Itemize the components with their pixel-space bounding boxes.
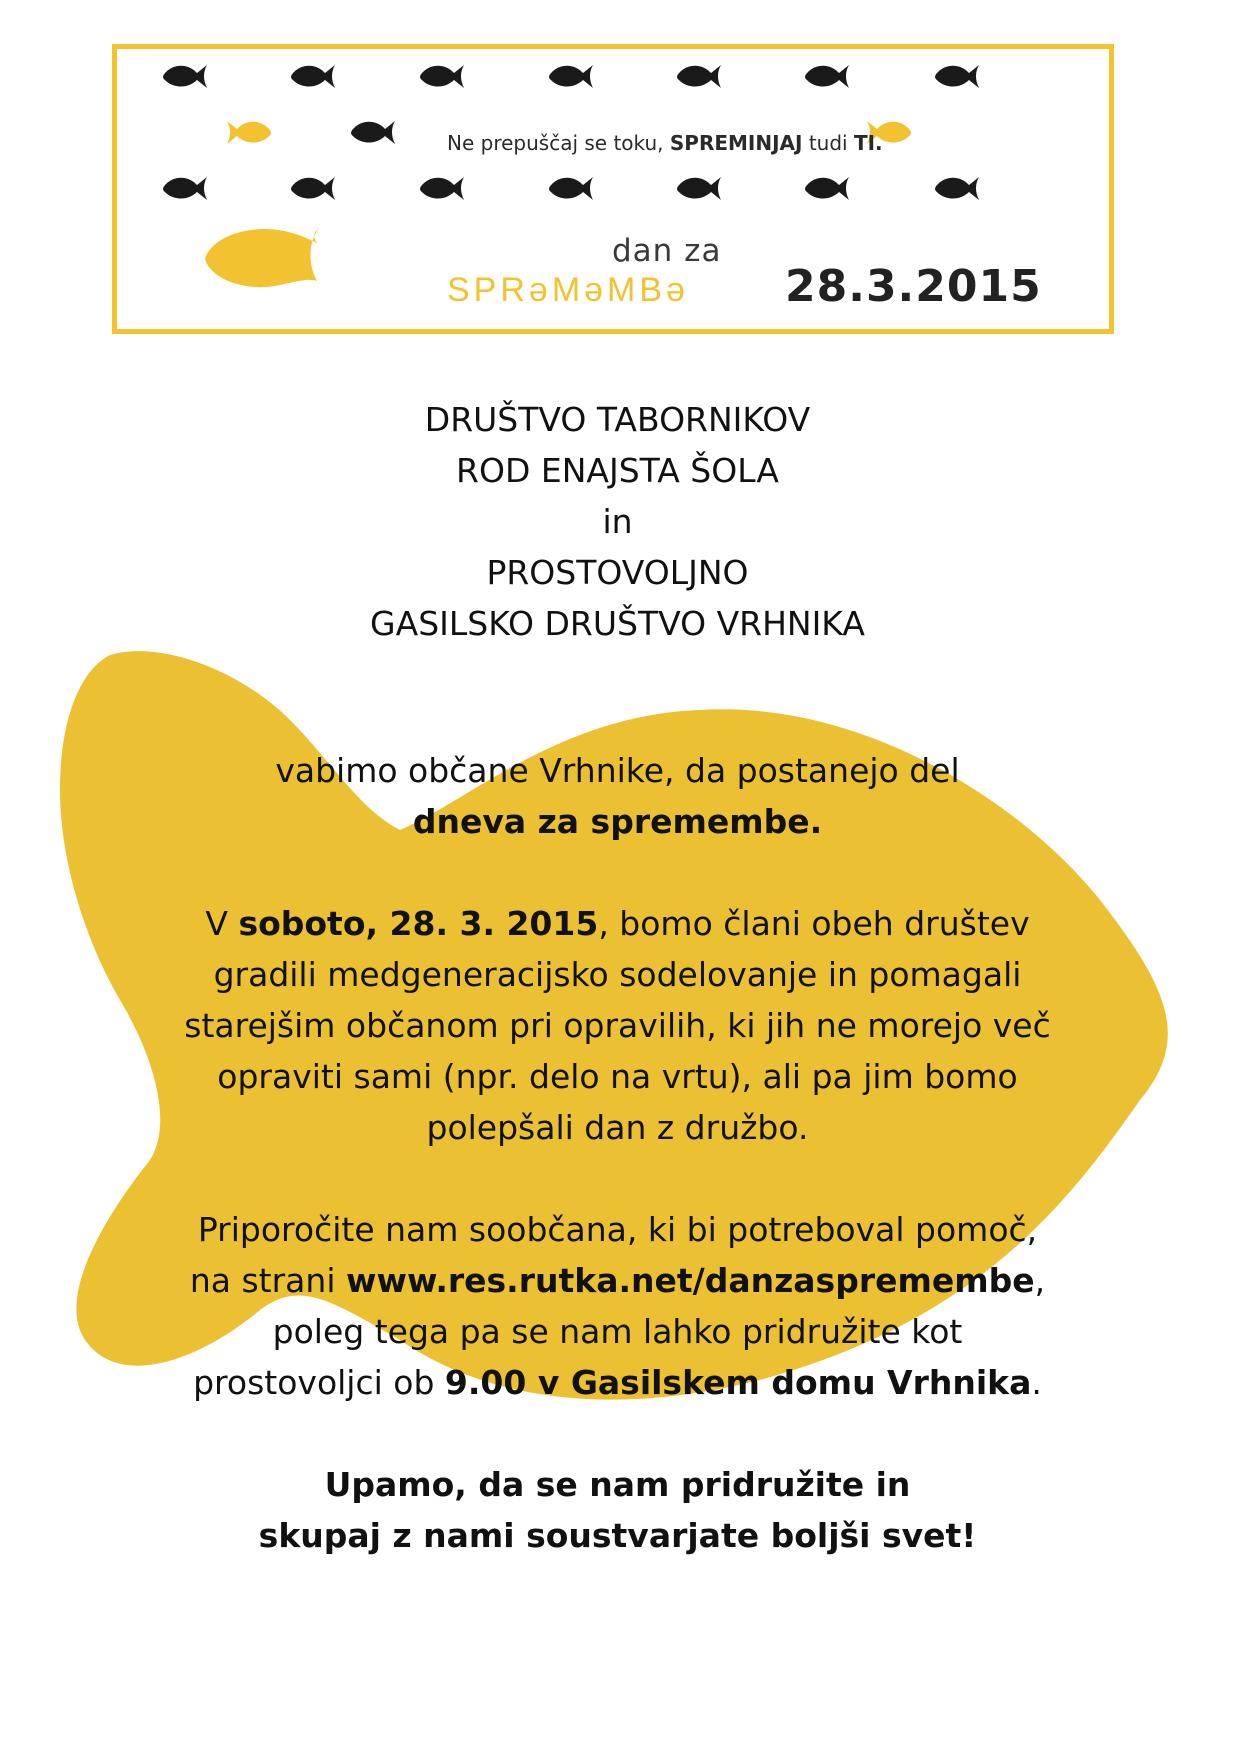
organizer-line: PROSTOVOLJNO bbox=[486, 553, 749, 592]
event-banner bbox=[112, 44, 1114, 334]
paragraph-line: na strani www.res.rutka.net/danzaspremembe, bbox=[189, 1261, 1046, 1300]
organizer-line: in bbox=[602, 502, 633, 541]
fish-icon bbox=[420, 177, 464, 200]
paragraph-line: prostovoljci ob 9.00 v Gasilskem domu Vrhnika. bbox=[193, 1363, 1042, 1402]
organizer-line: ROD ENAJSTA ŠOLA bbox=[456, 451, 779, 490]
fish-icon bbox=[291, 65, 335, 88]
banner-dan-za: dan za bbox=[612, 233, 722, 269]
banner-date: 28.3.2015 bbox=[785, 261, 1042, 312]
organizers-block bbox=[0, 394, 1235, 649]
paragraph-line: polepšali dan z družbo. bbox=[426, 1108, 809, 1147]
fish-icon bbox=[420, 65, 464, 88]
paragraph-line: opraviti sami (npr. delo na vrtu), ali pa jim bomo bbox=[217, 1057, 1018, 1096]
fish-icon bbox=[677, 177, 721, 200]
paragraph-line: poleg tega pa se nam lahko pridružite kot bbox=[272, 1312, 963, 1351]
paragraph-line-bold: dneva za spremembe. bbox=[412, 802, 823, 841]
paragraph-line: V soboto, 28. 3. 2015, bomo člani obeh društev bbox=[205, 904, 1030, 943]
fish-icon bbox=[935, 65, 979, 88]
fish-icon bbox=[291, 177, 335, 200]
fish-icon bbox=[549, 65, 593, 88]
paragraph-line: vabimo občane Vrhnike, da postanejo del bbox=[275, 751, 960, 790]
fish-icon bbox=[677, 65, 721, 88]
paragraph-line: starejšim občanom pri opravilih, ki jih ne morejo več bbox=[184, 1006, 1051, 1045]
fish-icon bbox=[935, 177, 979, 200]
fish-icon bbox=[549, 177, 593, 200]
big-yellow-fish-icon bbox=[205, 228, 319, 287]
organizer-line: DRUŠTVO TABORNIKOV bbox=[424, 400, 811, 439]
invitation-text bbox=[0, 745, 1235, 1561]
website-link[interactable]: www.res.rutka.net/danzaspremembe bbox=[345, 1261, 1035, 1300]
closing-line: Upamo, da se nam pridružite in bbox=[324, 1465, 911, 1504]
banner-slogan: Ne prepuščaj se toku, SPREMINJAJ tudi TI. bbox=[447, 131, 883, 155]
fish-icon bbox=[805, 177, 849, 200]
fish-icon bbox=[351, 121, 395, 144]
fish-icon bbox=[163, 65, 207, 88]
fish-icon bbox=[805, 65, 849, 88]
yellow-fish-icon bbox=[227, 121, 271, 144]
closing-line: skupaj z nami soustvarjate boljši svet! bbox=[258, 1516, 977, 1555]
paragraph-line: Priporočite nam soobčana, ki bi potreboval pomoč, bbox=[197, 1210, 1038, 1249]
organizer-line: GASILSKO DRUŠTVO VRHNIKA bbox=[370, 604, 865, 643]
paragraph-line: gradili medgeneracijsko sodelovanje in pomagali bbox=[213, 955, 1022, 994]
fish-icon bbox=[163, 177, 207, 200]
banner-spremembe-logo: SPRǝMǝMBǝ bbox=[447, 271, 689, 309]
